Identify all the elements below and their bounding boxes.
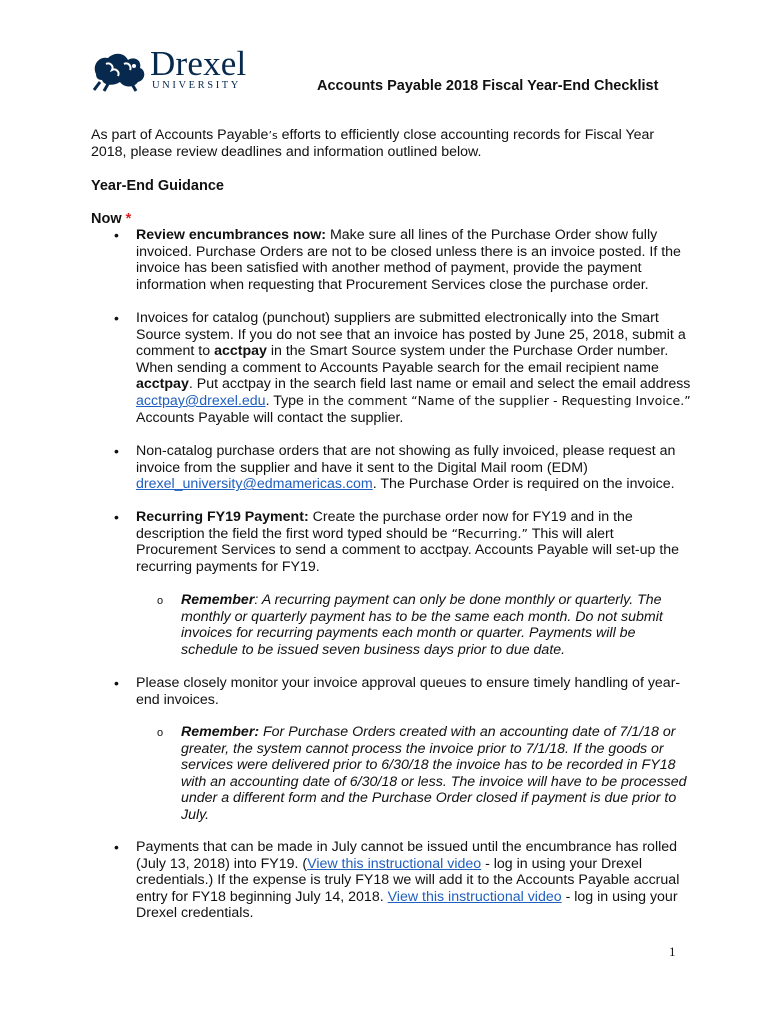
list-item-catalog: • Invoices for catalog (punchout) suppliers are submitted electronically into the Smart Source system. If you do not see that an invoice has posted by June 25, 2018, submit a comment to acctpay in the Smart Source system under the Purchase Order number. When sending a comment to Accounts Payable search for the email recipient name acctpay. Put acctpay in the search field last name or email and select the email address acctpay@drexel.edu. Type in the comment “Name of the supplier - Requesting Invoice.” Accounts Payable will contact the supplier. — [114, 310, 691, 426]
required-star: * — [125, 211, 132, 227]
logo-wordmark: Drexel — [150, 44, 247, 83]
logo-subtitle: UNIVERSITY — [152, 80, 241, 91]
acctpay-email-link[interactable]: acctpay@drexel.edu — [136, 392, 266, 409]
page-number: 1 — [669, 944, 676, 959]
bullet-icon: • — [114, 443, 119, 459]
document-title: Accounts Payable 2018 Fiscal Year-End Checklist — [317, 78, 659, 94]
list-item-recurring: • Recurring FY19 Payment: Create the purchase order now for FY19 and in the description the field the first word typed should be “Recurring.” This will alert Procurement Services to send a comment to acctpay. Accounts Payable will set-up the recurring payments for FY19. — [114, 509, 680, 575]
queues-note: o Remember: For Purchase Orders created with an accounting date of 7/1/18 or greater, the system cannot process the invoice prior to 7/1/18. If the goods or services were delivered prior to 6/30/18 the invoice has to be recorded in FY18 with an accounting date of 6/30/18 or less. The invoice will have to be processed under a different form and the Purchase Order closed if payment is due prior to July. — [157, 724, 687, 823]
dragon-icon — [90, 44, 150, 92]
instructional-video-link-2[interactable]: View this instructional video — [387, 888, 562, 905]
bullet-icon: • — [114, 227, 119, 243]
list-item-noncatalog: • Non-catalog purchase orders that are not showing as fully invoiced, please request an invoice from the supplier and have it sent to the Digital Mail room (EDM) drexel_university@edmamericas.com. The Purchase Order is required on the invoice. — [114, 443, 676, 493]
instructional-video-link-1[interactable]: View this instructional video — [307, 855, 482, 872]
drexel-logo — [90, 46, 260, 94]
list-item-queues: • Please closely monitor your invoice approval queues to ensure timely handling of year-end invoices. — [114, 675, 681, 708]
bullet-icon: • — [114, 839, 119, 855]
intro-paragraph: As part of Accounts Payable’s efforts to efficiently close accounting records for Fiscal Year 2018, please review deadlines and information outlined below. — [91, 127, 655, 160]
list-item-july-payments: • Payments that can be made in July cannot be issued until the encumbrance has rolled (July 13, 2018) into FY19. (View this instructional video - log in using your Drexel credentials.) If the expense is truly FY18 we will add it to the Accounts Payable accrual entry for FY18 beginning July 14, 2018. View this instructional video - log in using your Drexel credentials. — [114, 839, 680, 922]
section-heading: Year-End Guidance — [91, 178, 224, 194]
bullet-icon: • — [114, 675, 119, 691]
bullet-icon: • — [114, 310, 119, 326]
bullet-icon: • — [114, 509, 119, 525]
list-item-encumbrances: • Review encumbrances now: Make sure all lines of the Purchase Order show fully invoiced. Purchase Orders are not to be closed unless there is an invoice posted. If the invoice has been satisfied with another method of payment, provide the payment information when requesting that Procurement Services close the purchase order. — [114, 227, 681, 293]
recurring-note: o Remember: A recurring payment can only be done monthly or quarterly. The monthly or quarterly payment has to be the same each month. Do not submit invoices for recurring payments each month or quarter. Payments will be schedule to be issued seven business days prior to due date. — [157, 592, 663, 658]
sub-bullet-icon: o — [157, 727, 164, 739]
now-heading: Now * — [91, 211, 132, 227]
sub-bullet-icon: o — [157, 595, 164, 607]
edm-email-link[interactable]: drexel_university@edmamericas.com — [136, 476, 373, 493]
